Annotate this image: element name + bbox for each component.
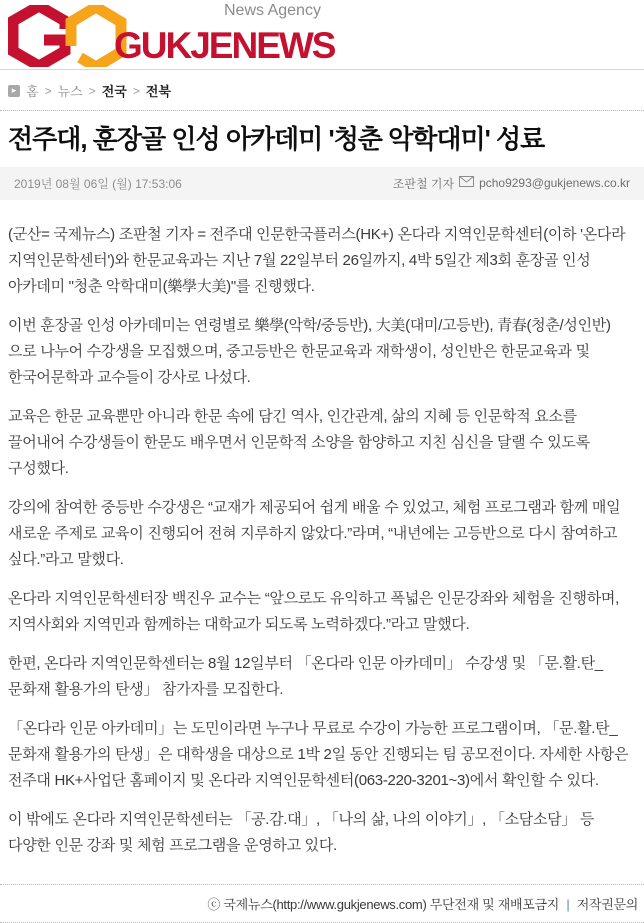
article-title: 전주대, 훈장골 인성 아카데미 '청춘 악학대미' 성료 [8, 124, 545, 154]
copyright-inquiry-link[interactable]: 저작권문의 [576, 896, 638, 912]
breadcrumb-separator: > [44, 83, 52, 98]
reporter-email-link[interactable]: pcho9293@gukjenews.co.kr [479, 176, 630, 191]
copyright-text: ⓒ 국제뉴스(http://www.gukjenews.com) 무단전재 및 재배포금지 [207, 896, 559, 912]
envelope-icon [459, 176, 474, 190]
article-info-bar [0, 167, 644, 200]
home-arrow-icon: ▸ [8, 85, 20, 97]
breadcrumb-separator: > [88, 83, 96, 98]
breadcrumb-jeonbuk[interactable]: 전북 [145, 84, 171, 99]
article-paragraph: 「온다라 인문 아카데미」는 도민이라면 누구나 무료로 수강이 가능한 프로그램이며, 「문.활.탄_문화재 활용가의 탄생」은 대학생을 대상으로 1박 2일 동안 진행되는 팀 공모전이다. 자세한 사항은 전주대 HK+사업단 홈페이지 및 온다라 지역인문학센터(063-220-3201~3)에서 확인할 수 있다. [8, 719, 629, 789]
article-paragraph: (군산= 국제뉴스) 조판철 기자 = 전주대 인문한국플러스(HK+) 온다라 지역인문학센터(이하 '온다라 지역인문학센터')와 한문교육과는 지난 7월 22일부터 26일까지, 4박 5일간 제3회 훈장골 인성 아카데미 "청춘 악학대미(樂學大美)"를 진행했다. [8, 225, 626, 295]
reporter-name: 조판철 기자 [392, 176, 455, 191]
breadcrumb-separator: > [132, 83, 140, 98]
breadcrumb-home[interactable]: 홈 [26, 84, 39, 99]
article-body [0, 200, 644, 876]
breadcrumb-news[interactable]: 뉴스 [57, 84, 83, 99]
breadcrumb [0, 70, 644, 111]
article-paragraph: 교육은 한문 교육뿐만 아니라 한문 속에 담긴 역사, 인간관계, 삶의 지혜 등 인문학적 요소를 끌어내어 수강생들이 한문도 배우면서 인문학적 소양을 함양하고 지친 심신을 달랠 수 있도록 구성했다. [8, 407, 590, 477]
copyright-divider: | [566, 896, 570, 912]
copyright-bar [0, 884, 644, 923]
site-header [0, 0, 644, 70]
article-paragraph: 강의에 참여한 중등반 수강생은 “교재가 제공되어 쉽게 배울 수 있었고, 체험 프로그램과 함께 매일 새로운 주제로 교육이 진행되어 전혀 지루하지 않았다.”라며, “내년에는 고등반으로 다시 참여하고 싶다.”라고 말했다. [8, 498, 621, 568]
gukjenews-logo-icon [8, 5, 128, 67]
breadcrumb-national[interactable]: 전국 [101, 84, 127, 99]
article-paragraph: 한편, 온다라 지역인문학센터는 8월 12일부터 「온다라 인문 아카데미」 수강생 및 「문.활.탄_문화재 활용가의 탄생」 참가자를 모집한다. [8, 654, 603, 698]
brand-wordmark: GUKJENEWS [114, 25, 335, 66]
reporter-box [393, 175, 630, 192]
article-paragraph: 이번 훈장골 인성 아카데미는 연령별로 樂學(악학/중등반), 大美(대미/고등반), 青春(청춘/성인반)으로 나누어 수강생을 모집했으며, 중고등반은 한문교육과 재학생이, 성인반은 한문교육과 및 한국어문학과 교수들이 강사로 나섰다. [8, 316, 611, 386]
agency-label: News Agency [224, 2, 321, 19]
article-date: 2019년 08월 06일 (월) 17:53:06 [14, 176, 182, 191]
article-paragraph: 온다라 지역인문학센터장 백진우 교수는 “앞으로도 유익하고 폭넓은 인문강좌와 체험을 진행하며, 지역사회와 지역민과 함께하는 대학교가 되도록 노력하겠다.”라고 말했다. [8, 589, 619, 633]
article-paragraph: 이 밖에도 온다라 지역인문학센터는 「공.감.대」, 「나의 삶, 나의 이야기」, 「소담소담」 등 다양한 인문 강좌 및 체험 프로그램을 운영하고 있다. [8, 810, 595, 854]
site-logo[interactable] [8, 5, 334, 67]
